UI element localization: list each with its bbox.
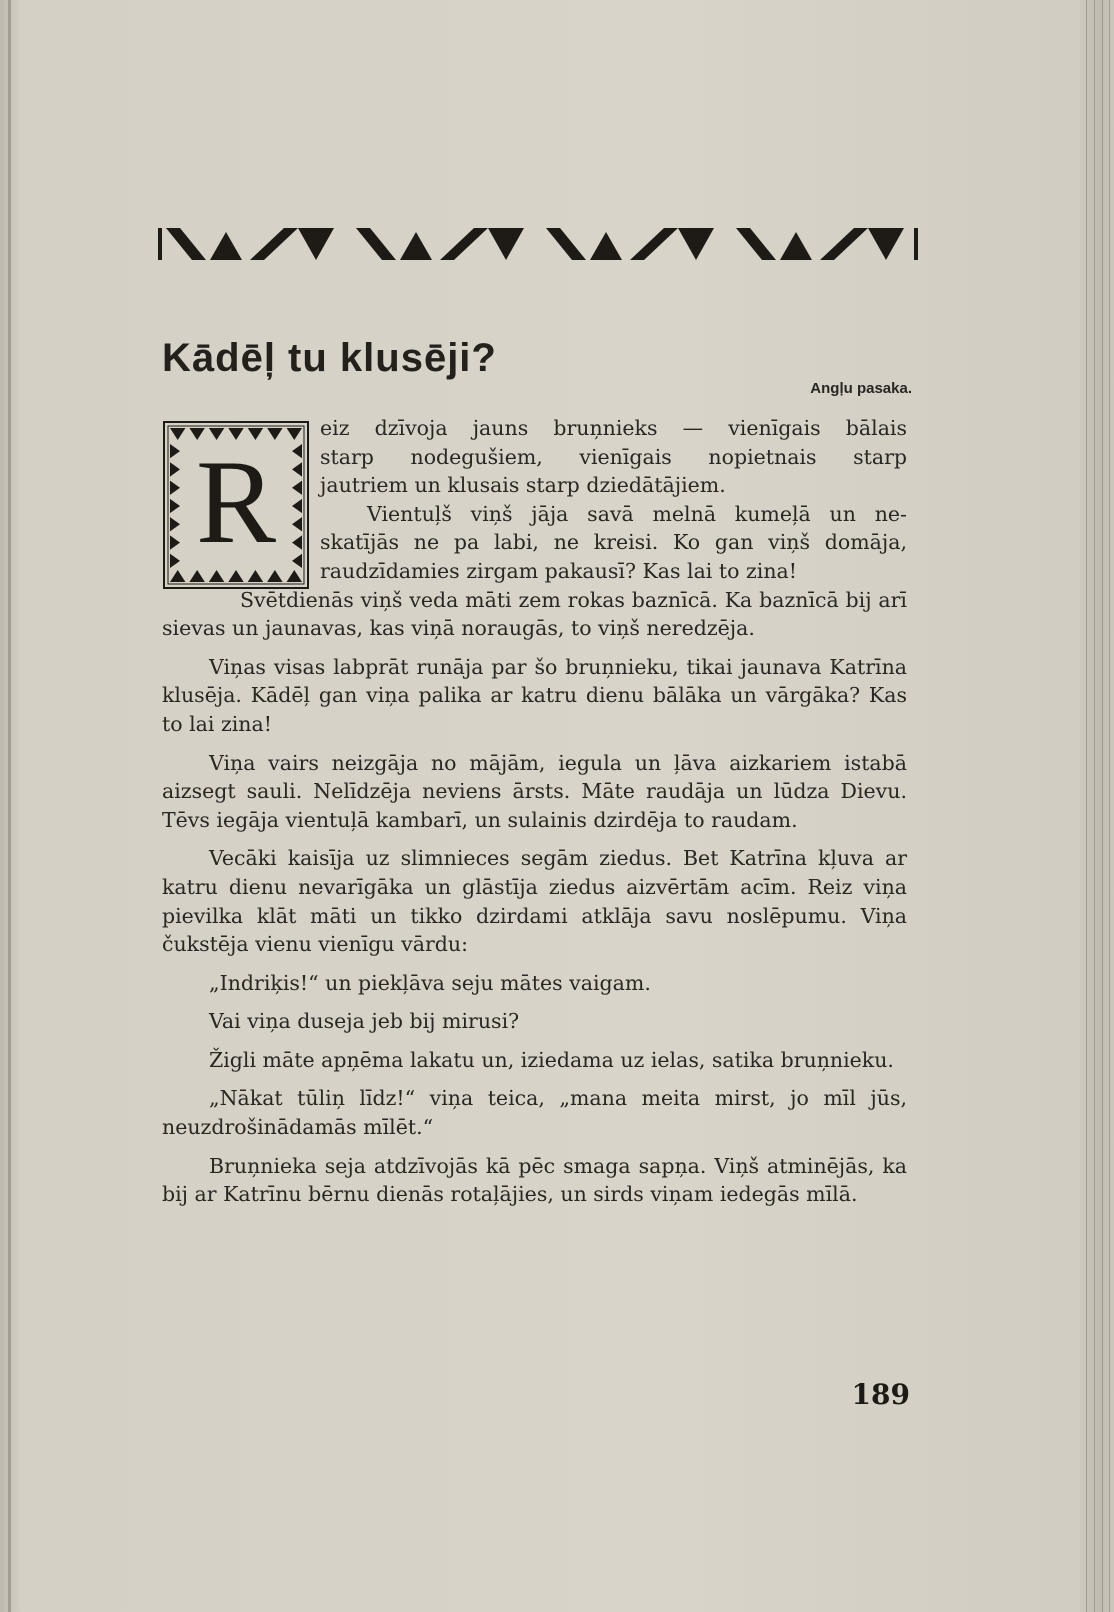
text-line: Vientuļš viņš jāja savā melnā kumeļā un ne- xyxy=(367,501,907,526)
drop-cap-letter: R xyxy=(195,435,277,568)
text-line: jautriem un klusais starp dziedātājiem. xyxy=(320,473,726,498)
ornament-shape xyxy=(250,228,298,260)
ornament-shape xyxy=(630,228,678,260)
paragraph: „Nākat tūliņ līdz!“ viņa teica, „mana meita mirst, jo mīl jūs, neuzdrošinādamās mīlēt.“ xyxy=(162,1086,907,1140)
paragraph: Žigli māte apņēma lakatu un, iziedama uz ielas, satika bruņnieku. xyxy=(209,1047,894,1072)
ornament-shape xyxy=(780,232,812,260)
ornament-shape xyxy=(356,228,396,260)
ornament-shape xyxy=(820,228,868,260)
ornament-shape xyxy=(400,232,432,260)
story-body xyxy=(162,414,907,1209)
ornament-shape xyxy=(440,228,488,260)
story-title: Kādēļ tu klusēji? xyxy=(162,336,497,380)
text-line: eiz dzīvoja jauns bruņnieks — vienīgais bālais xyxy=(320,416,907,440)
text-line: starp nodegušiem, vienīgais nopietnais starp xyxy=(320,444,907,469)
page-number: 189 xyxy=(851,1378,910,1411)
ornament-shape xyxy=(488,228,524,260)
ornament-shape xyxy=(298,228,334,260)
book-spine-shadow xyxy=(8,0,11,1612)
ornament-cap xyxy=(914,228,918,260)
text-line: raudzīdamies zirgam pakausī? Kas lai to zina! xyxy=(320,558,797,583)
text-line: skatījās ne pa labi, ne kreisi. Ko gan viņš domāja, xyxy=(320,530,907,555)
ornament-shape xyxy=(590,232,622,260)
decorative-ornament-band xyxy=(158,224,920,264)
paragraph: Viņa vairs neizgāja no mājām, iegula un ļāva aizkariem istabā aizsegt sauli. Nelīdzēja neviens ārsts. Māte raudāja un lūdza Dievu. Tēvs iegāja vientuļā kambarī, un sulainis dzirdēja to raudam. xyxy=(162,750,907,832)
ornament-shape xyxy=(678,228,714,260)
paragraph: Vecāki kaisīja uz slimnieces segām ziedus. Bet Katrīna kļuva ar katru dienu nevarīgāka un glāstīja ziedus aizvērtām acīm. Reiz viņa pievilka klāt māti un tikko dzirdami atklāja savu noslēpumu. Viņa čukstēja vienu vienīgu vārdu: xyxy=(162,846,907,957)
ornament-shape xyxy=(546,228,586,260)
ornament-shape xyxy=(166,228,206,260)
ornament-cap xyxy=(158,228,162,260)
ornament-shape xyxy=(868,228,904,260)
paragraph: Bruņnieka seja atdzīvojās kā pēc smaga sapņa. Viņš atminējās, ka bij ar Katrīnu bērnu dienās rotaļājies, un sirds viņam iedegās mīlā. xyxy=(162,1153,907,1207)
paragraph: Svētdienās viņš veda māti zem rokas baznīcā. Ka baznīcā bij arī sievas un jaunavas, kas viņā noraugās, to viņš neredzēja. xyxy=(162,587,907,641)
paragraph: Viņas visas labprāt runāja par šo bruņnieku, tikai jaunava Katrīna klusēja. Kādēļ gan viņa palika ar katru dienu bālāka un vārgāka? Kas to lai zina! xyxy=(162,654,907,736)
paragraph: „Indriķis!“ un piekļāva seju mātes vaigam. xyxy=(209,970,651,995)
paragraph: Vai viņa duseja jeb bij mirusi? xyxy=(209,1009,520,1034)
story-subtitle: Angļu pasaka. xyxy=(810,380,912,397)
ornament-shape xyxy=(210,232,242,260)
page-edge-stack xyxy=(1080,0,1114,1612)
ornament-shape xyxy=(736,228,776,260)
